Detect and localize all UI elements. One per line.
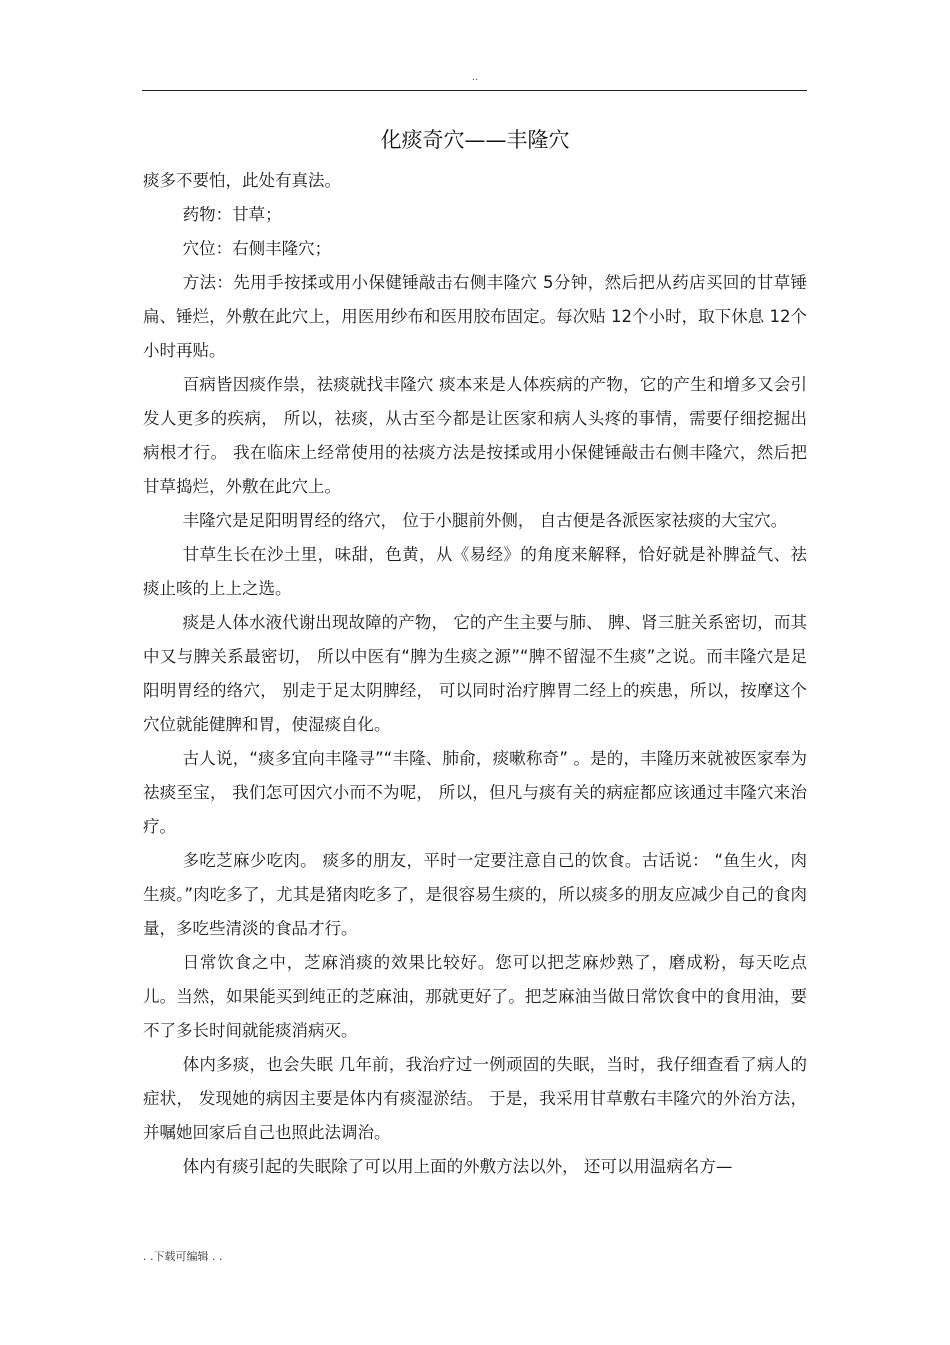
paragraph: 穴位：右侧丰隆穴；: [182, 239, 332, 258]
header-mark: ..: [471, 72, 479, 83]
header-rule: [142, 90, 807, 91]
paragraph: 痰多不要怕，此处有真法。: [143, 171, 341, 190]
paragraph: 多吃芝麻少吃肉。 痰多的朋友，平时一定要注意自己的饮食。古话说： “鱼生火，肉生痰。”肉吃多了，尤其是猪肉吃多了，是很容易生痰的，所以痰多的朋友应减少自己的食肉量，多吃些清淡的食品才行。: [143, 851, 807, 938]
document-body: [143, 164, 807, 1184]
paragraph: 痰是人体水液代谢出现故障的产物， 它的产生主要与肺、 脾、肾三脏关系密切，而其中又与脾关系最密切， 所以中医有“脾为生痰之源”“脾不留湿不生痰”之说。而丰隆穴是足阳明胃经的络穴， 别走于足太阴脾经， 可以同时治疗脾胃二经上的疾患，所以，按摩这个穴位就能健脾和胃，使湿痰自化。: [143, 613, 807, 734]
paragraph: 方法：先用手按揉或用小保健锤敲击右侧丰隆穴 5分钟，然后把从药店买回的甘草锤扁、锤烂，外敷在此穴上，用医用纱布和医用胶布固定。每次贴 12个小时，取下休息 12个小时再贴。: [143, 273, 807, 360]
paragraph: 体内多痰，也会失眠 几年前，我治疗过一例顽固的失眠，当时，我仔细查看了病人的症状， 发现她的病因主要是体内有痰湿淤结。 于是，我采用甘草敷右丰隆穴的外治方法，并嘱她回家后自己也照此法调治。: [143, 1055, 807, 1142]
page-footer: . .下载可编辑 . .: [143, 1250, 223, 1263]
paragraph: 古人说，“痰多宜向丰隆寻”“丰隆、肺俞，痰嗽称奇” 。是的，丰隆历来就被医家奉为祛痰至宝， 我们怎可因穴小而不为呢， 所以，但凡与痰有关的病症都应该通过丰隆穴来治疗。: [143, 749, 807, 836]
document-title: 化痰奇穴——丰隆穴: [380, 128, 570, 152]
paragraph: 药物：甘草；: [182, 205, 282, 224]
paragraph: 百病皆因痰作祟，祛痰就找丰隆穴 痰本来是人体疾病的产物，它的产生和增多又会引发人更多的疾病， 所以，祛痰，从古至今都是让医家和病人头疼的事情，需要仔细挖掘出病根才行。 我在临床上经常使用的祛痰方法是按揉或用小保健锤敲击右侧丰隆穴，然后把甘草捣烂，外敷在此穴上。: [143, 375, 807, 496]
paragraph: 丰隆穴是足阳明胃经的络穴， 位于小腿前外侧， 自古便是各派医家祛痰的大宝穴。: [182, 511, 788, 530]
paragraph: 甘草生长在沙土里，味甜，色黄，从《易经》的角度来解释，恰好就是补脾益气、祛痰止咳的上上之选。: [143, 545, 807, 598]
paragraph: 体内有痰引起的失眠除了可以用上面的外敷方法以外， 还可以用温病名方—: [182, 1157, 733, 1176]
paragraph: 日常饮食之中，芝麻消痰的效果比较好。您可以把芝麻炒熟了，磨成粉，每天吃点儿。当然，如果能买到纯正的芝麻油，那就更好了。把芝麻油当做日常饮食中的食用油，要不了多长时间就能痰消病灭。: [143, 953, 807, 1040]
